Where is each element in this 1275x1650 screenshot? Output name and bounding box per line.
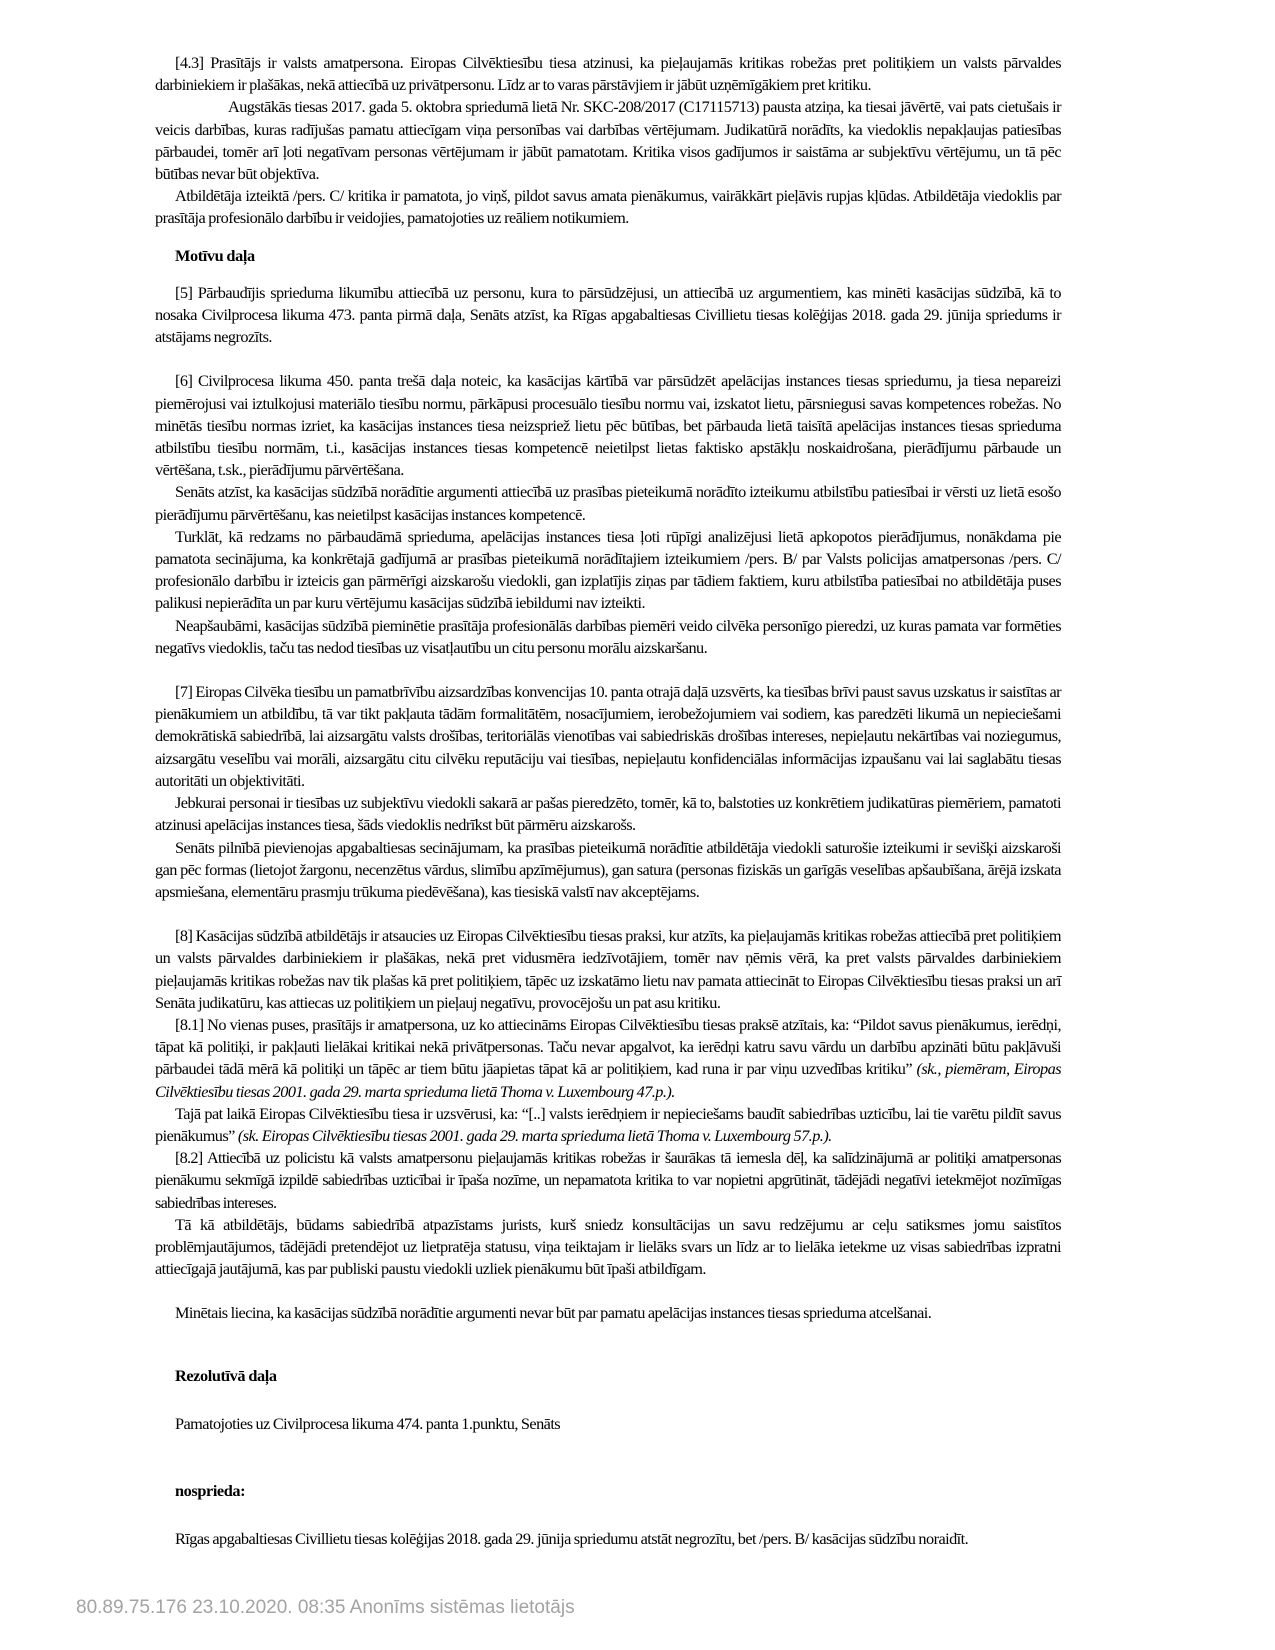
section-heading-motivu: Motīvu daļa [175,245,255,265]
paragraph-8-1-text: [8.1] No vienas puses, prasītājs ir amatpersona, uz ko attiecināms Eiropas Cilvēktiesību tiesas praksē atzītais, ka: “Pildot savus pienākumus, ierēdņi, tāpat kā politiķi, ir pakļauti lielākai kritikai nekā privātpersonas. Taču nevar apgalvot, ka ierēdņi katru savu vārdu un darbību apzināti būtu pakļāvuši pārbaudei tādā mērā kā politiķi un tāpēc ar tiem būtu jāapietas tāpat kā ar politiķiem, kad runa ir par viņu uzvedības kritiku” [155,1014,1061,1079]
paragraph-5: [5] Pārbaudījis sprieduma likumību attiecībā uz personu, kura to pārsūdzējusi, un attiecībā uz argumentiem, kas minēti kasācijas sūdzībā, kā to nosaka Civilprocesa likuma 473. panta pirmā daļa, Senāts atzīst, ka Rīgas apgabaltiesas Civillietu tiesas kolēģijas 2018. gada 29. jūnija spriedums ir atstājams negrozīts. [155,282,1061,347]
resolution-decision: Rīgas apgabaltiesas Civillietu tiesas kolēģijas 2018. gada 29. jūnija spriedumu atstāt negrozītu, bet /pers. B/ kasācijas sūdzību noraidīt. [175,1529,969,1549]
paragraph-8-1 [155,1014,1061,1103]
paragraph-6-undoubtedly: Neapšaubāmi, kasācijas sūdzībā pieminētie prasītāja profesionālās darbības piemēri veido cilvēka personīgo pieredzi, uz kuras pamata var formēties negatīvs viedoklis, taču tas nedod tiesības uz visatļautību un citu personu morālu aizskaršanu. [155,615,1061,657]
paragraph-6-furthermore: Turklāt, kā redzams no pārbaudāmā sprieduma, apelācijas instances tiesa ļoti rūpīgi analizējusi lietā apkopotos pierādījumus, nonākdama pie pamatota secinājuma, ka konkrētajā gadījumā ar prasības pieteikumā norādītajiem izteikumiem /pers. B/ par Valsts policijas amatpersonas /pers. C/ profesionālo darbību ir izteicis gan pārmērīgi aizskarošu viedokli, gan izplatījis ziņas par tādiem faktiem, kuru atbilstība patiesībai no atbildētāja puses palikusi nepierādīta un par kuru vērtējumu kasācijas sūdzībā iebildumi nav izteikti. [155,526,1061,613]
paragraph-7-opinion: Jebkurai personai ir tiesības uz subjektīvu viedokli sakarā ar pašas pieredzēto, tomēr, kā to, balstoties uz konkrētiem judikatūras piemēriem, pamatoti atzinusi apelācijas instances tiesa, šāds viedoklis nedrīkst būt pārmēru aizskarošs. [155,793,1061,835]
paragraph-7: [7] Eiropas Cilvēka tiesību un pamatbrīvību aizsardzības konvencijas 10. panta otrajā daļā uzsvērts, ka tiesības brīvi paust savus uzskatus ir saistītas ar pienākumiem un atbildību, tā var tikt pakļauta tādām formalitātēm, nosacījumiem, ierobežojumiem vai sodiem, kas paredzēti likumā un nepieciešami demokrātiskā sabiedrībā, lai aizsargātu valsts drošības, teritoriālās vienotības vai sabiedriskās drošības intereses, nepieļautu nekārtības vai noziegumus, aizsargātu veselību vai morāli, aizsargātu citu cilvēku reputāciju vai tiesības, nepieļautu konfidenciālas informācijas izpaušanu vai lai saglabātu tiesas autoritāti un objektivitāti. [155,682,1061,790]
paragraph-8-1b-citation: (sk. Eiropas Cilvēktiesību tiesas 2001. gada 29. marta sprieduma lietā Thoma v. Luxembourg 57.p.). [237,1125,832,1145]
paragraph-4-3-supreme-court: Augstākās tiesas 2017. gada 5. oktobra spriedumā lietā Nr. SKC-208/2017 (C17115713) pausta atziņa, ka tiesai jāvērtē, vai pats cietušais ir veicis darbības, kuras radījušas pamatu attiecīgam viņa personības vai darbības vērtējumam. Judikatūrā norādīts, ka viedoklis nepakļaujas patiesības pārbaudei, tomēr arī ļoti negatīvam personas vērtējumam ir jābūt pamatotam. Kritika visos gadījumos ir saistāma ar subjektīvu vērtējumu, un tā pēc būtības nevar būt objektīva. [155,97,1061,184]
paragraph-8: [8] Kasācijas sūdzībā atbildētājs ir atsaucies uz Eiropas Cilvēktiesību tiesas praksi, kur atzīts, ka pieļaujamās kritikas robežas attiecībā pret politiķiem un valsts pārvaldes darbiniekiem ir plašākas, nekā pret vidusmēra iedzīvotājiem, tomēr nav ņēmis vērā, ka pret valsts pārvaldes darbiniekiem pieļaujamās kritikas robežas nav tik plašas kā pret politiķiem, tāpēc uz izskatāmo lietu nav pamata attiecināt to Eiropas Cilvēktiesību tiesas praksi un arī Senāta judikatūru, kas attiecas uz politiķiem un pieļauj negatīvu, provocējošu un pat asu kritiku. [155,926,1061,1012]
nosprieda-heading: nosprieda: [175,1480,246,1500]
paragraph-4-3: [4.3] Prasītājs ir valsts amatpersona. Eiropas Cilvēktiesību tiesa atzinusi, ka pieļaujamās kritikas robežas pret politiķiem un valsts pārvaldes darbiniekiem ir plašākas, nekā attiecībā uz privātpersonu. Līdz ar to varas pārstāvjiem ir jābūt uzņēmīgākiem pret kritiku. [155,53,1061,95]
paragraph-8-1-citation: (sk., piemēram, Eiropas Cilvēktiesību tiesas 2001. gada 29. marta sprieduma lietā Thoma v. Luxembourg 47.p.). [155,1059,1061,1101]
section-heading-rezolutiva: Rezolutīvā daļa [175,1365,277,1385]
paragraph-8-2-defendant: Tā kā atbildētājs, būdams sabiedrībā atpazīstams jurists, kurš sniedz konsultācijas un savu redzējumu ar ceļu satiksmes jomu saistītos problēmjautājumos, tādējādi pretendējot uz lietpratēja statusu, viņa teiktajam ir lielāks svars un līdz ar to lielāka ietekme uz visas sabiedrības izpratni attiecīgajā jautājumā, kas par publiski paustu viedokli uzliek pienākumu būt īpaši atbildīgam. [155,1214,1061,1279]
paragraph-8-2: [8.2] Attiecībā uz policistu kā valsts amatpersonu pieļaujamās kritikas robežas ir šaurākas tā iemesla dēļ, ka salīdzinājumā ar politiķi amatpersonas pienākumu sekmīgā izpildē sabiedrības uzticībai ir īpaša nozīme, un nepamatota kritika to var nopietni apgrūtināt, tādējādi negatīvi ietekmējot nozīmīgas sabiedrības intereses. [155,1148,1061,1212]
access-watermark: 80.89.75.176 23.10.2020. 08:35 Anonīms sistēmas lietotājs [76,1597,575,1618]
paragraph-4-3-criticism: Atbildētāja izteiktā /pers. C/ kritika ir pamatota, jo viņš, pildot savus amata pienākumus, vairākkārt pieļāvis rupjas kļūdas. Atbildētāja viedoklis par prasītāja profesionālo darbību ir veidojies, pamatojoties uz reāliem notikumiem. [155,186,1061,228]
paragraph-6: [6] Civilprocesa likuma 450. panta trešā daļa noteic, ka kasācijas kārtībā var pārsūdzēt apelācijas instances tiesas spriedumu, ja tiesa nepareizi piemērojusi vai iztulkojusi materiālo tiesību normu, pārkāpusi procesuālo tiesību normu vai, izskatot lietu, pārsniegusi savas kompetences robežas. No minētās tiesību normas izriet, ka kasācijas instances tiesa neizspriež lietu pēc būtības, bet pārbauda lietā taisītā apelācijas instances tiesas sprieduma atbilstību tiesību normām, t.i., kasācijas instances tiesas kompetencē neietilpst lietas faktisko apstākļu noskaidrošana, pierādījumu pārbaude un vērtēšana, t.sk., pierādījumu pārvērtēšana. [155,371,1061,480]
document-page [155,52,1061,1550]
conclusion-paragraph: Minētais liecina, ka kasācijas sūdzībā norādītie argumenti nevar būt par pamatu apelācijas instances tiesas sprieduma atcelšanai. [175,1303,932,1323]
paragraph-7-senate: Senāts pilnībā pievienojas apgabaltiesas secinājumam, ka prasības pieteikumā norādītie atbildētāja viedokli saturošie izteikumi ir sevišķi aizskaroši gan pēc formas (lietojot žargonu, necenzētus vārdus, slimību apzīmējumus), gan satura (personas fiziskās un garīgās veselības apšaubīšana, ārējā izskata apsmiešana, elementāru prasmju trūkuma piedēvēšana), kas tiesiskā valstī nav akceptējams. [155,837,1061,901]
paragraph-8-1b-text: Tajā pat laikā Eiropas Cilvēktiesību tiesa ir uzsvērusi, ka: “[..] valsts ierēdņiem ir nepieciešams baudīt sabiedrības uzticību, lai tie varētu pildīt savus pienākumus” [155,1103,1061,1145]
paragraph-6-senate: Senāts atzīst, ka kasācijas sūdzībā norādītie argumenti attiecībā uz prasības pieteikumā norādīto izteikumu atbilstību patiesībai ir vērsti uz lietā esošo pierādījumu pārvērtēšanu, kas neietilpst kasācijas instances kompetencē. [155,482,1061,524]
resolution-basis: Pamatojoties uz Civilprocesa likuma 474. panta 1.punktu, Senāts [175,1413,561,1433]
paragraph-8-1-same-time [155,1103,1061,1147]
